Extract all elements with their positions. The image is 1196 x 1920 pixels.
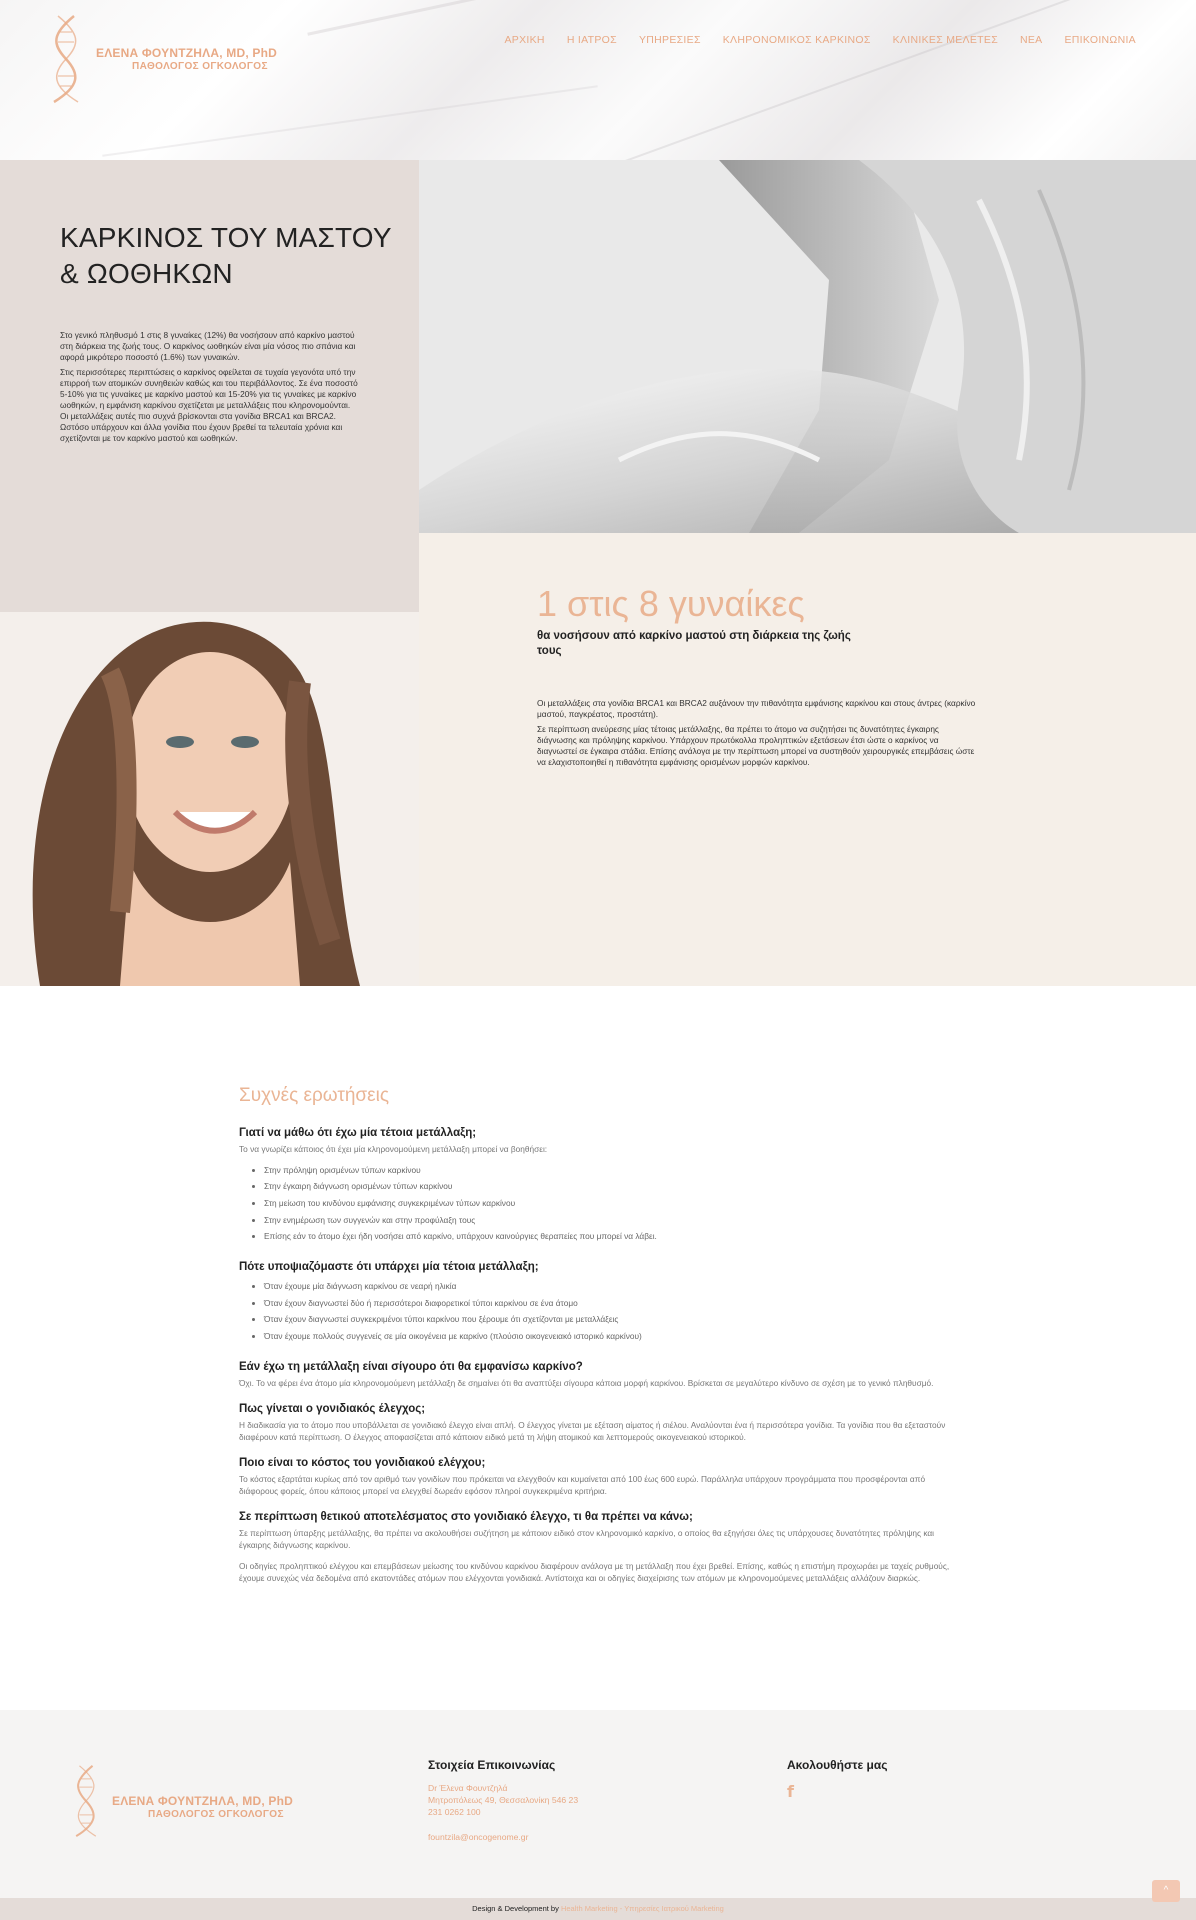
nav-news[interactable]: ΝΕΑ xyxy=(1019,34,1043,46)
stat-body xyxy=(537,698,977,772)
hero-paragraph: Στις περισσότερες περιπτώσεις ο καρκίνος οφείλεται σε τυχαία γεγονότα υπό την επιρροή των ατομικών συνηθειών καθώς και του περιβάλλοντος. Σε ένα ποσοστό 5-10% για τις γυναίκες με καρκίνο μαστού και 15-20% για τις γυναίκες με καρκίνο ωοθηκών, η εμφάνιση καρκίνου σχετίζεται με μεταλλάξεις που κληρονομούνται. Οι μεταλλάξεις αυτές πιο συχνά βρίσκονται στα γονίδια BRCA1 και BRCA2. Ωστόσο υπάρχουν και άλλα γονίδια που έχουν βρεθεί τα τελευταία χρόνια και σχετίζονται με τον καρκίνο μαστού και ωοθηκών. xyxy=(60,367,358,443)
portrait-illustration xyxy=(0,612,419,986)
contact-info xyxy=(428,1758,578,1842)
list-item: • Στη μείωση του κινδύνου εμφάνισης συγκεκριμένων τύπων καρκίνου xyxy=(264,1195,959,1212)
page-title xyxy=(60,220,392,292)
site-logo[interactable] xyxy=(44,14,284,104)
nav-contact[interactable]: ΕΠΙΚΟΙΝΩΝΙΑ xyxy=(1064,34,1136,46)
social-follow xyxy=(787,1758,888,1802)
brand-name: ΕΛΕΝΑ ΦΟΥΝΤΖΗΛΑ, MD, PhD xyxy=(96,46,277,60)
brand-role: ΠΑΘΟΛΟΓΟΣ ΟΓΚΟΛΟΓΟΣ xyxy=(148,1809,284,1820)
credits-link[interactable]: Health Marketing - Υπηρεσίες Ιατρικού Marketing xyxy=(560,1904,724,1913)
faq-question: Σε περίπτωση θετικού αποτελέσματος στο γονιδιακό έλεγχο, τι θα πρέπει να κάνω; xyxy=(239,1511,693,1524)
faq-question: Γιατί να μάθω ότι έχω μία τέτοια μετάλλαξη; xyxy=(239,1127,477,1139)
main-nav xyxy=(505,34,1137,46)
facebook-icon[interactable]: f xyxy=(787,1782,794,1801)
footer-logo[interactable] xyxy=(68,1758,308,1848)
list-item: • Όταν έχουν διαγνωστεί συγκεκριμένοι τύποι καρκίνου που ξέρουμε ότι σχετίζονται με μεταλλάξεις xyxy=(264,1311,959,1328)
brand-role: ΠΑΘΟΛΟΓΟΣ ΟΓΚΟΛΟΓΟΣ xyxy=(132,61,268,72)
nav-hereditary-cancer[interactable]: ΚΛΗΡΟΝΟΜΙΚΟΣ ΚΑΡΚΙΝΟΣ xyxy=(722,34,871,46)
scroll-to-top-button[interactable]: ^ xyxy=(1152,1880,1180,1902)
woman-portrait-image xyxy=(0,612,419,986)
brand-name: ΕΛΕΝΑ ΦΟΥΝΤΖΗΛΑ, MD, PhD xyxy=(112,1794,293,1808)
hero-paragraph: Στο γενικό πληθυσμό 1 στις 8 γυναίκες (12%) θα νοσήσουν από καρκίνο μαστού στη διάρκεια της ζωής τους. Ο καρκίνος ωοθηκών είναι μία νόσος πιο σπάνια και αφορά μικρότερο ποσοστό (1.6%) των γυναικών. xyxy=(60,330,356,362)
stat-paragraph: Οι μεταλλάξεις στα γονίδια BRCA1 και BRCA2 αυξάνουν την πιθανότητα εμφάνισης καρκίνου και στους άντρες (καρκίνο μαστού, παγκρέατος, προστάτη). xyxy=(537,698,976,719)
faq-answer: Σε περίπτωση ύπαρξης μετάλλαξης, θα πρέπει να ακολουθήσει συζήτηση με κάποιον ειδικό στον κληρονομικό καρκίνο, ο οποίος θα εξηγήσει όλες τις υπάρχουσες δυνατότητες πρόληψης και έγκαιρης διάγνωσης καρκίνου. xyxy=(239,1528,935,1550)
nav-home[interactable]: ΑΡΧΙΚΗ xyxy=(504,34,545,46)
contact-name: Dr Έλενα Φουντζηλά xyxy=(428,1783,508,1793)
site-header xyxy=(0,0,1196,160)
faq-item xyxy=(239,1511,959,1584)
hero-intro xyxy=(60,330,360,448)
contact-email-link[interactable]: fountzila@oncogenome.gr xyxy=(428,1832,529,1842)
contact-title: Στοιχεία Επικοινωνίας xyxy=(428,1758,556,1772)
credits-bar xyxy=(0,1898,1196,1920)
faq-item xyxy=(239,1361,959,1390)
faq-answer: Η διαδικασία για το άτομο που υποβάλλεται σε γονιδιακό έλεγχο είναι απλή. Ο έλεγχος γίνεται με εξέταση αίματος ή σιέλου. Αναλύονται ένα ή περισσότερα γονίδια. Τα γονίδια που θα εξεταστούν διαφέρουν κατά περίπτωση. Ο έλεγχος αποφασίζεται από κάποιον ειδικό μετά τη λήψη ατομικού και λεπτομερούς οικογενειακού ιστορικού. xyxy=(239,1420,946,1442)
list-item: • Επίσης εάν το άτομο έχει ήδη νοσήσει από καρκίνο, υπάρχουν καινούργιες θεραπείες που μπορεί να λάβει. xyxy=(264,1228,959,1245)
site-footer xyxy=(0,1710,1196,1898)
list-item: • Όταν έχουν διαγνωστεί δύο ή περισσότεροι διαφορετικοί τύποι καρκίνου σε ένα άτομο xyxy=(264,1295,959,1312)
list-item: • Στην πρόληψη ορισμένων τύπων καρκίνου xyxy=(264,1162,959,1179)
faq-title: Συχνές ερωτήσεις xyxy=(239,1085,390,1106)
list-item: • Όταν έχουμε μία διάγνωση καρκίνου σε νεαρή ηλικία xyxy=(264,1278,959,1295)
faq-item xyxy=(239,1457,959,1497)
contact-phone[interactable]: 231 0262 100 xyxy=(428,1807,481,1817)
faq-answer-list xyxy=(264,1278,959,1345)
faq-answer: Οι οδηγίες προληπτικού ελέγχου και επεμβάσεων μείωσης του κινδύνου καρκίνου διαφέρουν ανάλογα με τη μετάλλαξη που έχει βρεθεί. Επίσης, καθώς η επιστήμη προχωράει με ταχείς ρυθμούς, έχουμε συνεχώς νέα δεδομένα από εκατοντάδες ατόμων που ελέγχονται γονιδιακά. Αντίστοιχα και οι οδηγίες διαχείρισης των ατόμων με κληρονομούμενες μεταλλάξεις αλλάζουν διαρκώς. xyxy=(239,1561,950,1583)
faq-question: Ποιο είναι το κόστος του γονιδιακού ελέγχου; xyxy=(239,1457,486,1470)
stat-subheadline: θα νοσήσουν από καρκίνο μαστού στη διάρκεια της ζωής τους xyxy=(537,630,851,657)
hero-text-panel xyxy=(0,160,419,612)
credits-text: Design & Development by xyxy=(472,1904,559,1913)
fabric-illustration xyxy=(419,160,1196,533)
page-title-line-1: ΚΑΡΚΙΝΟΣ ΤΟΥ ΜΑΣΤΟΥ xyxy=(60,222,392,253)
faq-item xyxy=(239,1127,959,1245)
nav-clinical-studies[interactable]: ΚΛΙΝΙΚΕΣ ΜΕΛΕΤΕΣ xyxy=(892,34,998,46)
hero-fabric-image xyxy=(419,160,1196,533)
page-title-line-2: & ΩΟΘΗΚΩΝ xyxy=(60,258,233,289)
marble-texture xyxy=(307,0,992,36)
faq-question: Εάν έχω τη μετάλλαξη είναι σίγουρο ότι θα εμφανίσω καρκίνο? xyxy=(239,1360,583,1373)
faq-answer: Το να γνωρίζει κάποιος ότι έχει μία κληρονομούμενη μετάλλαξη μπορεί να βοηθήσει: xyxy=(239,1144,548,1154)
faq-answer-list xyxy=(264,1162,959,1246)
faq-section xyxy=(239,1085,959,1598)
follow-title: Ακολουθήστε μας xyxy=(787,1758,888,1772)
faq-answer: Όχι. Το να φέρει ένα άτομο μία κληρονομούμενη μετάλλαξη δε σημαίνει ότι θα αναπτύξει σίγουρα κάποια μορφή καρκίνου. Βρίσκεται σε μεγαλύτερο κίνδυνο σε σχέση με το γενικό πληθυσμό. xyxy=(239,1377,934,1388)
faq-item xyxy=(239,1403,959,1443)
dna-icon xyxy=(44,14,88,104)
list-item: • Στην ενημέρωση των συγγενών και στην προφύλαξη τους xyxy=(264,1212,959,1229)
contact-address: Μητροπόλεως 49, Θεσσαλονίκη 546 23 xyxy=(428,1795,579,1805)
stat-headline: 1 στις 8 γυναίκες xyxy=(537,583,805,624)
list-item: • Στην έγκαιρη διάγνωση ορισμένων τύπων καρκίνου xyxy=(264,1178,959,1195)
marble-texture xyxy=(618,0,1182,160)
nav-services[interactable]: ΥΠΗΡΕΣΙΕΣ xyxy=(638,34,701,46)
stat-panel xyxy=(419,533,1196,986)
stat-paragraph: Σε περίπτωση ανεύρεσης μίας τέτοιας μετάλλαξης, θα πρέπει το άτομο να συζητήσει τις δυνατότητες έγκαιρης διάγνωσης και πρόληψης καρκίνου. Υπάρχουν πρωτόκολλα προληπτικών εξετάσεων έτσι ώστε ο καρκίνος να διαγνωστεί σε έγκαιρα στάδια. Επίσης ανάλογα με την περίπτωση μπορεί να συστηθούν χειρουργικές επεμβάσεις ώστε να ελαχιστοποιηθεί η πιθανότητα εμφάνισης ορισμένων μορφών καρκίνου. xyxy=(537,724,975,767)
faq-answer: Το κόστος εξαρτάται κυρίως από τον αριθμό των γονιδίων που πρόκειται να ελεγχθούν και κυμαίνεται από 100 έως 600 ευρώ. Παράλληλα υπάρχουν προγράμματα που προσφέρονται από διάφορους φορείς, όπου κάποιος μπορεί να ελεγχθεί δωρεάν εφόσον πληροί συγκεκριμένα κριτήρια. xyxy=(239,1474,926,1496)
list-item: • Όταν έχουμε πολλούς συγγενείς σε μία οικογένεια με καρκίνο (πλούσιο οικογενειακό ιστορικό καρκίνου) xyxy=(264,1328,959,1345)
dna-icon xyxy=(68,1758,104,1844)
faq-question: Πως γίνεται ο γονιδιακός έλεγχος; xyxy=(239,1403,426,1416)
faq-question: Πότε υποψιαζόμαστε ότι υπάρχει μία τέτοια μετάλλαξη; xyxy=(239,1261,539,1274)
nav-doctor[interactable]: Η ΙΑΤΡΟΣ xyxy=(566,34,617,46)
faq-item xyxy=(239,1261,959,1345)
